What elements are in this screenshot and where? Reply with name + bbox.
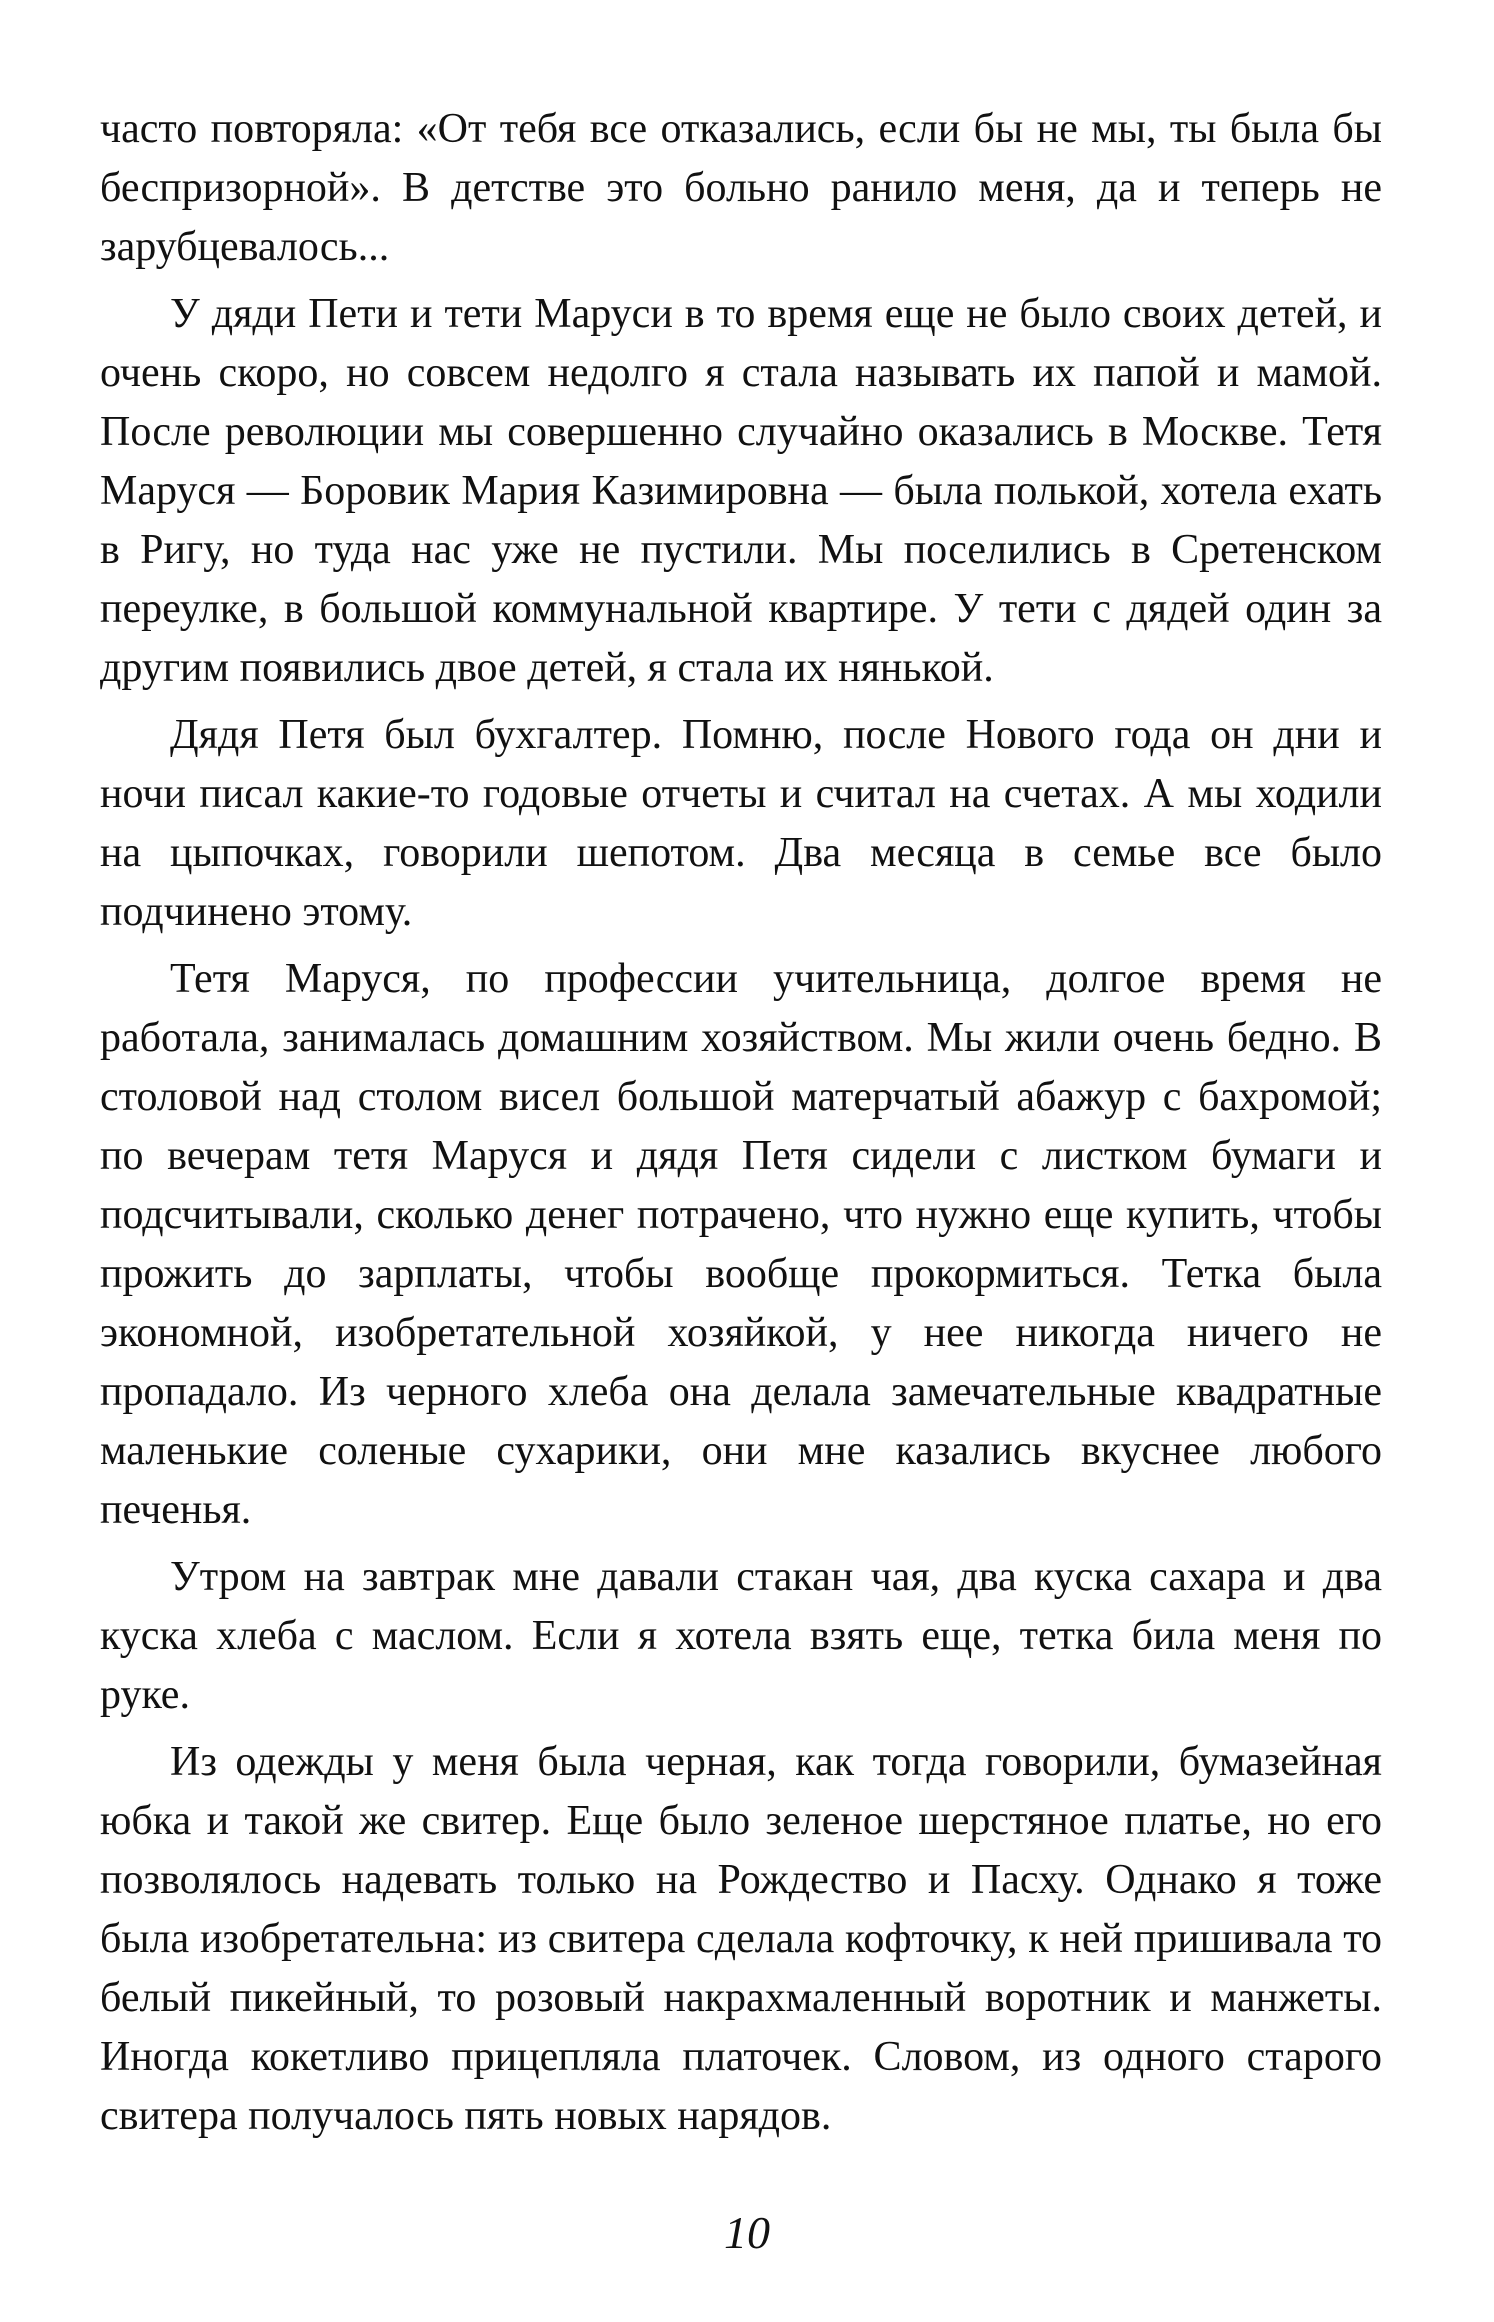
paragraph: Утром на завтрак мне давали стакан чая, два куска сахара и два куска хлеба с маслом. Если я хотела взять еще, тетка била меня по руке. bbox=[100, 1554, 1382, 1718]
paragraph: Из одежды у меня была черная, как тогда говорили, бумазейная юбка и такой же свитер. Еще было зеленое шерстяное платье, но его позволялось надевать только на Рождество и Пасху. Однако я тоже была изобретательна: из свитера сделала кофточку, к ней пришивала то белый пикейный, то розовый накрахмаленный воротник и манжеты. Иногда кокетливо прицепляла платочек. Словом, из одного старого свитера получалось пять новых нарядов. bbox=[100, 1739, 1382, 2139]
paragraph-continued: часто повторяла: «От тебя все отказались, если бы не мы, ты была бы беспризорной». В детстве это больно ранило меня, да и теперь не зарубцевалось... bbox=[100, 106, 1382, 270]
paragraph: Тетя Маруся, по профессии учительница, долгое время не работала, занималась домашним хозяйством. Мы жили очень бедно. В столовой над столом висел большой матерчатый абажур с бахромой; по вечерам тетя Маруся и дядя Петя сидели с листком бумаги и подсчитывали, сколько денег потрачено, что нужно еще купить, чтобы прожить до зарплаты, чтобы вообще прокормиться. Тетка была экономной, изобретательной хозяйкой, у нее никогда ничего не пропадало. Из черного хлеба она делала замечательные квадратные маленькие соленые сухарики, они мне казались вкуснее любого печенья. bbox=[100, 956, 1382, 1533]
body-text bbox=[100, 100, 1382, 2146]
paragraph: У дяди Пети и тети Маруси в то время еще не было своих детей, и очень скоро, но совсем недолго я стала называть их папой и мамой. После революции мы совершенно случайно оказались в Москве. Тетя Маруся — Боровик Мария Казимировна — была полькой, хотела ехать в Ригу, но туда нас уже не пустили. Мы поселились в Сретенском переулке, в большой коммунальной квартире. У тети с дядей один за другим появились двое детей, я стала их нянькой. bbox=[100, 291, 1382, 691]
paragraph: Дядя Петя был бухгалтер. Помню, после Нового года он дни и ночи писал какие-то годовые отчеты и считал на счетах. А мы ходили на цыпочках, говорили шепотом. Два месяца в семье все было подчинено этому. bbox=[100, 712, 1382, 935]
page-number: 10 bbox=[724, 2207, 770, 2258]
